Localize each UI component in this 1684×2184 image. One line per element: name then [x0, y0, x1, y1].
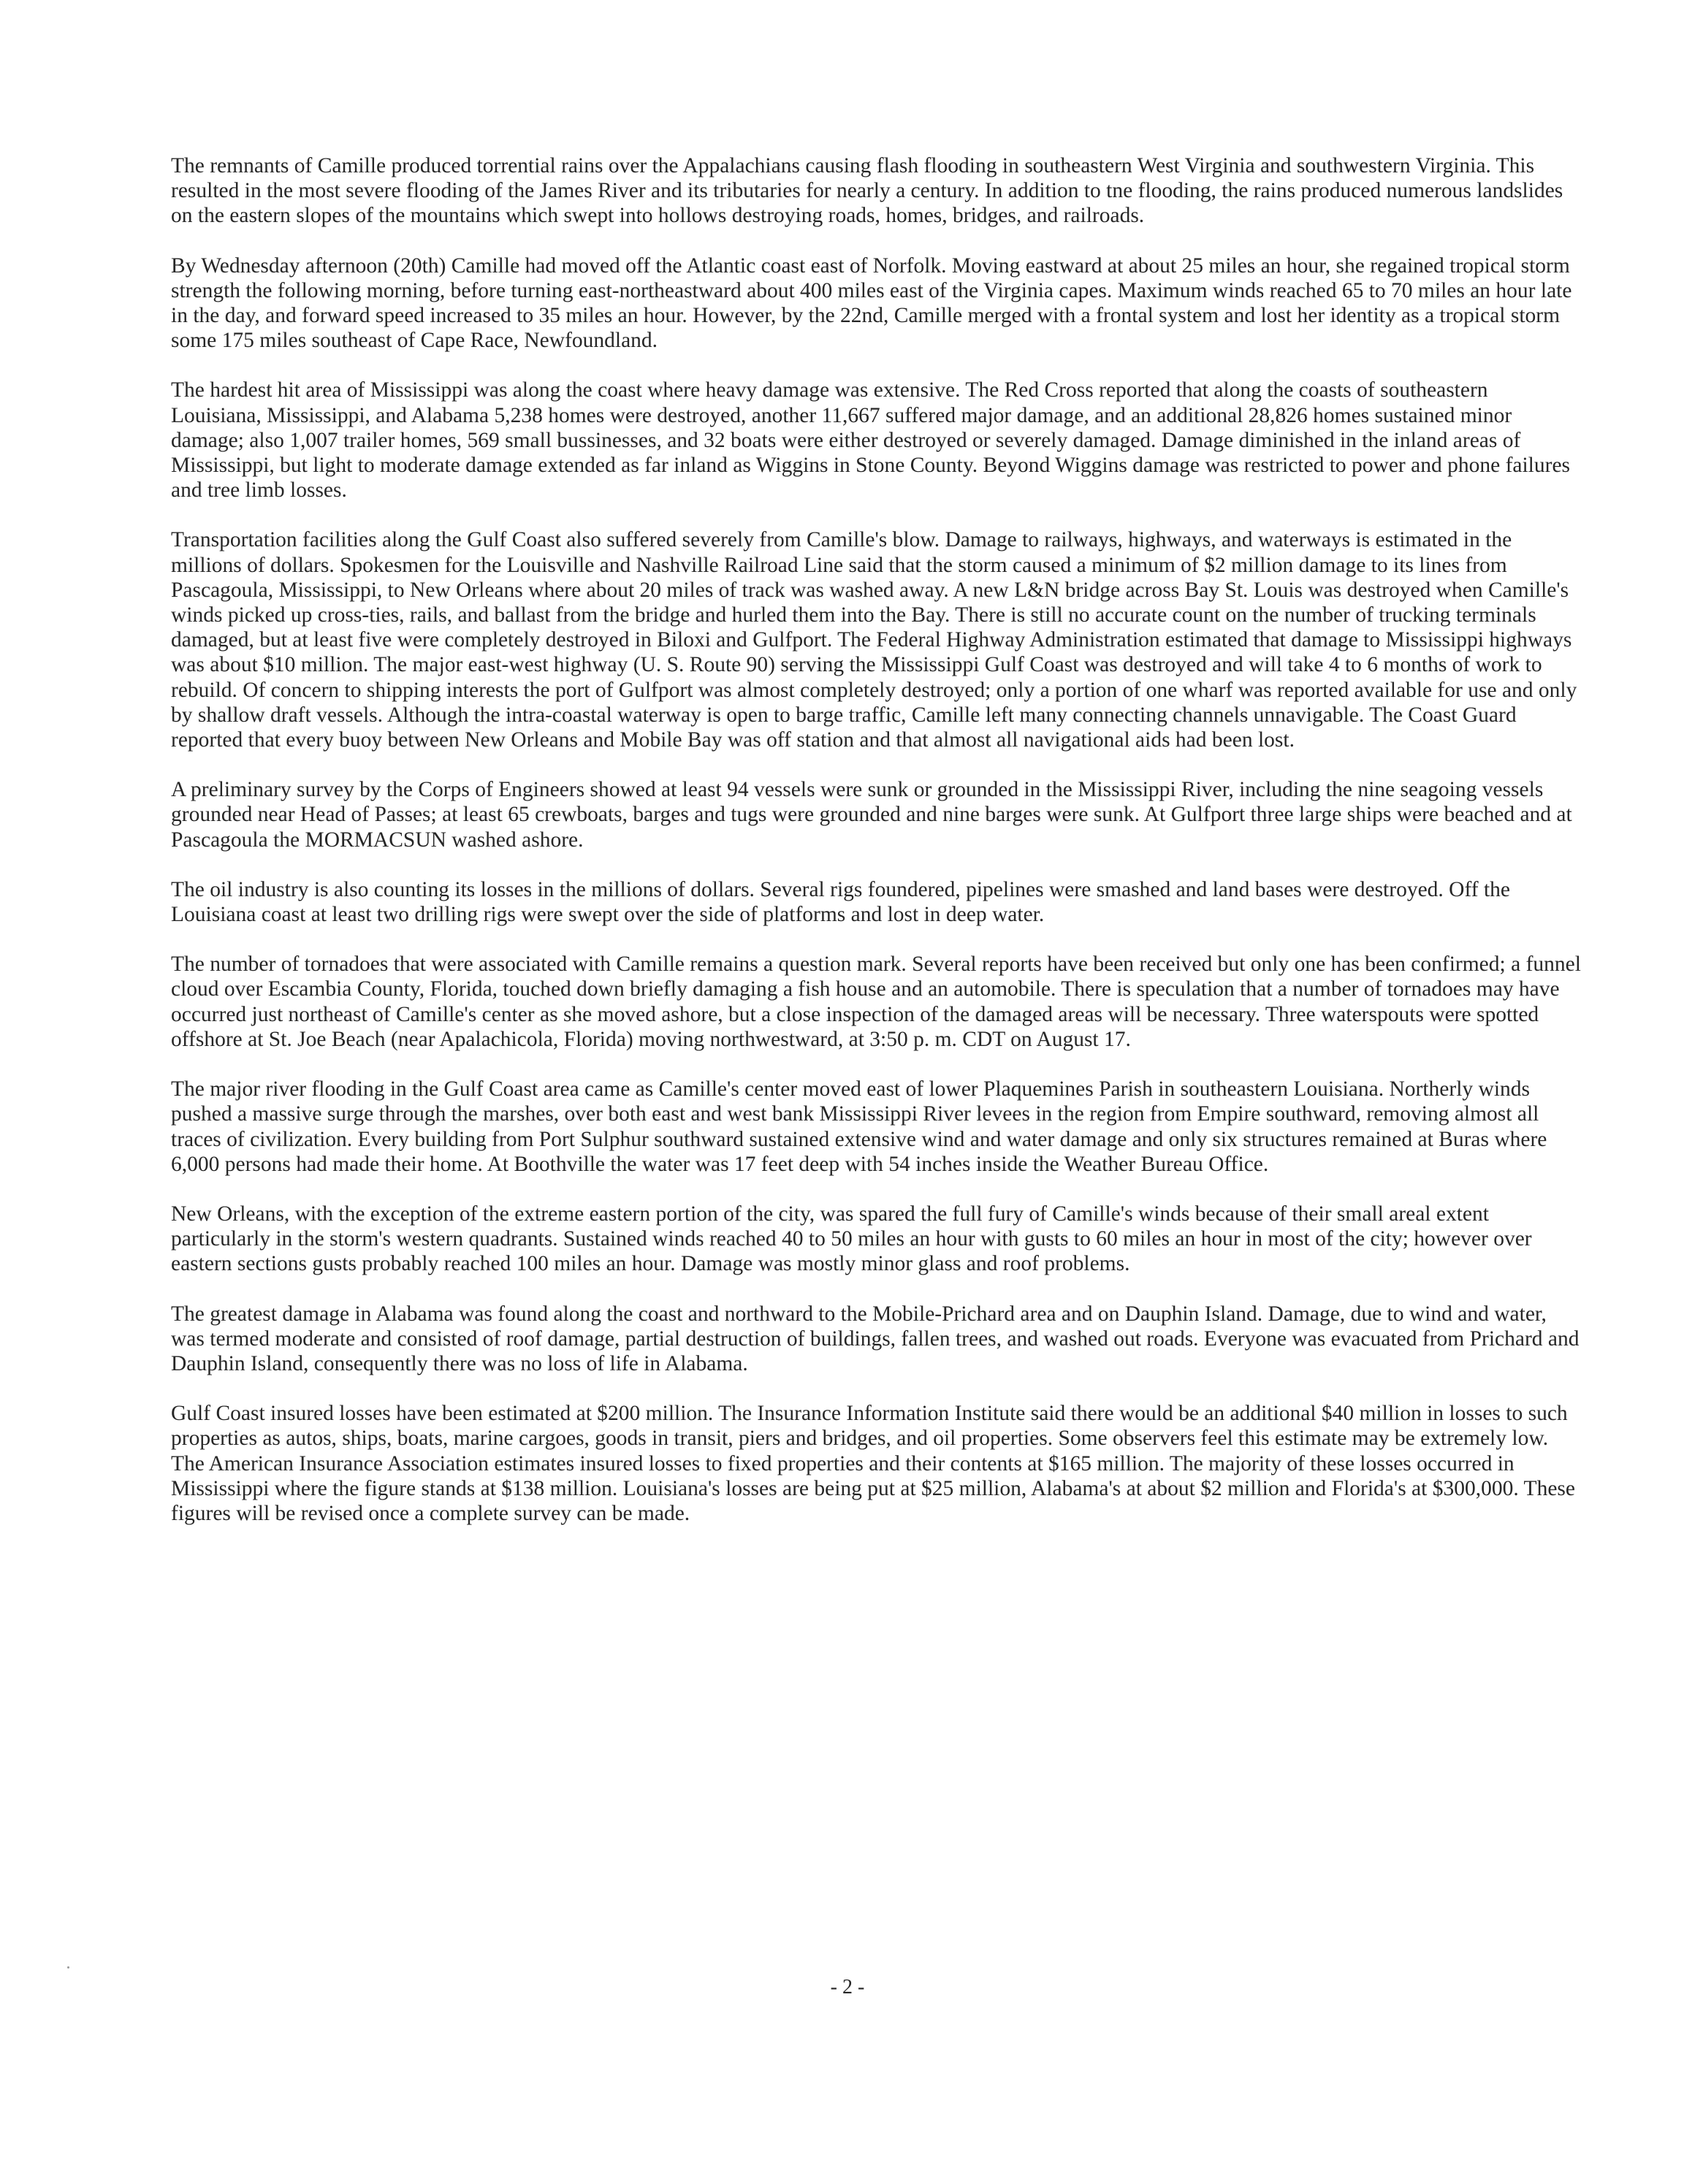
paragraph-atlantic-track: By Wednesday afternoon (20th) Camille had moved off the Atlantic coast east of Norfolk. Moving eastward at about 25 miles an hour, she regained tropical storm strength the following morning, before turning east-northeastward about 400 miles east of the Virginia capes. Maximum winds reached 65 to 70 miles an hour late in the day, and forward speed increased to 35 miles an hour. However, by the 22nd, Camille merged with a frontal system and lost her identity as a tropical storm some 175 miles southeast of Cape Race, Newfoundland.: [171, 253, 1572, 353]
paragraph-oil-industry: The oil industry is also counting its losses in the millions of dollars. Several rigs foundered, pipelines were smashed and land bases were destroyed. Off the Louisiana coast at least two drilling rigs were swept over the side of platforms and lost in deep water.: [171, 877, 1510, 927]
paragraph-insured-losses: Gulf Coast insured losses have been estimated at $200 million. The Insurance Information Institute said there would be an additional $40 million in losses to such properties as autos, ships, boats, marine cargoes, goods in transit, piers and bridges, and oil properties. Some observers feel this estimate may be extremely low. The American Insurance Association estimates insured losses to fixed properties and their contents at $165 million. The majority of these losses occurred in Mississippi where the figure stands at $138 million. Louisiana's losses are being put at $25 million, Alabama's at about $2 million and Florida's at $300,000. These figures will be revised once a complete survey can be made.: [171, 1402, 1575, 1525]
page-number: - 2 -: [830, 1976, 865, 1998]
paragraph-appalachian-flooding: The remnants of Camille produced torrential rains over the Appalachians causing flash flooding in southeastern West Virginia and southwestern Virginia. This resulted in the most severe flooding of the James River and its tributaries for nearly a century. In addition to tne flooding, the rains produced numerous landslides on the eastern slopes of the mountains which swept into hollows destroying roads, homes, bridges, and railroads.: [171, 154, 1563, 228]
paragraph-new-orleans: New Orleans, with the exception of the extreme eastern portion of the city, was spared the full fury of Camille's winds because of their small areal extent particularly in the storm's western quadrants. Sustained winds reached 40 to 50 miles an hour with gusts to 60 miles an hour in most of the city; however over eastern sections gusts probably reached 100 miles an hour. Damage was mostly minor glass and roof problems.: [171, 1202, 1532, 1276]
paragraph-tornadoes: The number of tornadoes that were associated with Camille remains a question mark. Several reports have been received but only one has been confirmed; a funnel cloud over Escambia County, Florida, touched down briefly damaging a fish house and an automobile. There is speculation that a number of tornadoes may have occurred just northeast of Camille's center as she moved ashore, but a close inspection of the damaged areas will be necessary. Three waterspouts were spotted offshore at St. Joe Beach (near Apalachicola, Florida) moving northwestward, at 3:50 p. m. CDT on August 17.: [171, 952, 1581, 1051]
paragraph-mississippi-damage: The hardest hit area of Mississippi was along the coast where heavy damage was extensive. The Red Cross reported that along the coasts of southeastern Louisiana, Mississippi, and Alabama 5,238 homes were destroyed, another 11,667 suffered major damage, and an additional 28,826 homes sustained minor damage; also 1,007 trailer homes, 569 small bussinesses, and 32 boats were either destroyed or severely damaged. Damage diminished in the inland areas of Mississippi, but light to moderate damage extended as far inland as Wiggins in Stone County. Beyond Wiggins damage was restricted to power and phone failures and tree limb losses.: [171, 378, 1571, 503]
paragraph-vessels: A preliminary survey by the Corps of Engineers showed at least 94 vessels were sunk or grounded in the Mississippi River, including the nine seagoing vessels grounded near Head of Passes; at least 65 crewboats, barges and tugs were grounded and nine barges were sunk. At Gulfport three large ships were beached and at Pascagoula the MORMACSUN washed ashore.: [171, 778, 1572, 852]
paragraph-river-flooding: The major river flooding in the Gulf Coast area came as Camille's center moved east of lower Plaquemines Parish in southeastern Louisiana. Northerly winds pushed a massive surge through the marshes, over both east and west bank Mississippi River levees in the region from Empire southward, removing almost all traces of civilization. Every building from Port Sulphur southward sustained extensive wind and water damage and only six structures remained at Buras where 6,000 persons had made their home. At Boothville the water was 17 feet deep with 54 inches inside the Weather Bureau Office.: [171, 1077, 1547, 1176]
body-text: [171, 153, 1581, 1551]
paragraph-alabama: The greatest damage in Alabama was found along the coast and northward to the Mobile-Prichard area and on Dauphin Island. Damage, due to wind and water, was termed moderate and consisted of roof damage, partial destruction of buildings, fallen trees, and washed out roads. Everyone was evacuated from Prichard and Dauphin Island, consequently there was no loss of life in Alabama.: [171, 1302, 1580, 1375]
paragraph-transportation: Transportation facilities along the Gulf Coast also suffered severely from Camille's blow. Damage to railways, highways, and waterways is estimated in the millions of dollars. Spokesmen for the Louisville and Nashville Railroad Line said that the storm caused a minimum of $2 million damage to its lines from Pascagoula, Mississippi, to New Orleans where about 20 miles of track was washed away. A new L&N bridge across Bay St. Louis was destroyed when Camille's winds picked up cross-ties, rails, and ballast from the bridge and hurled them into the Bay. There is still no accurate count on the number of trucking terminals damaged, but at least five were completely destroyed in Biloxi and Gulfport. The Federal Highway Administration estimated that damage to Mississippi highways was about $10 million. The major east-west highway (U. S. Route 90) serving the Mississippi Gulf Coast was destroyed and will take 4 to 6 months of work to rebuild. Of concern to shipping interests the port of Gulfport was almost completely destroyed; only a portion of one wharf was reported available for use and only by shallow draft vessels. Although the intra-coastal waterway is open to barge traffic, Camille left many connecting channels unnavigable. The Coast Guard reported that every buoy between New Orleans and Mobile Bay was off station and that almost all navigational aids had been lost.: [171, 528, 1577, 752]
scan-speck: [67, 1966, 69, 1969]
